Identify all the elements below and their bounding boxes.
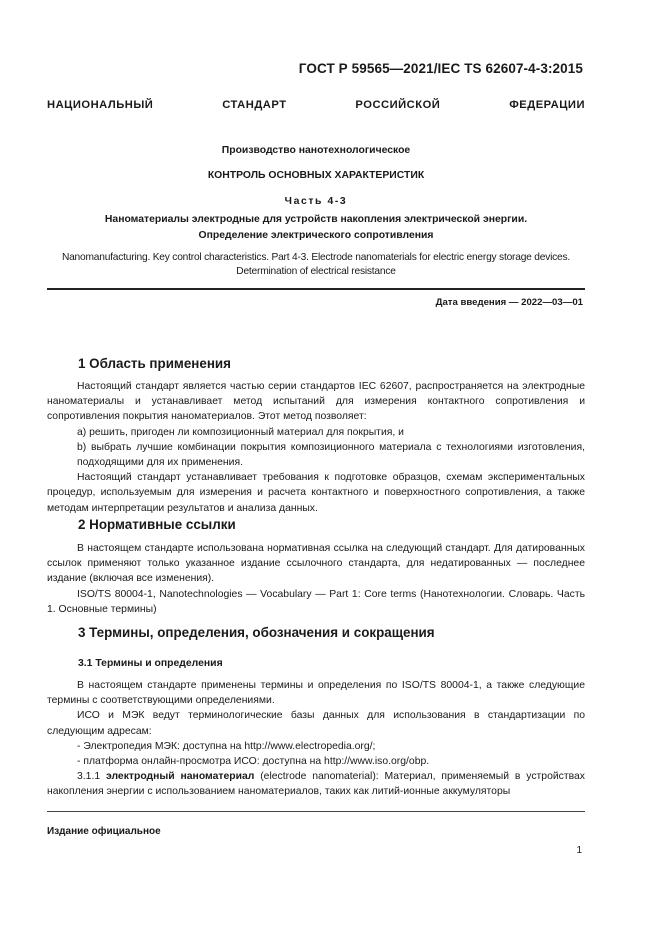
subtitle-line-2: Определение электрического сопротивления (198, 229, 434, 241)
national-standard-title: НАЦИОНАЛЬНЫЙ СТАНДАРТ РОССИЙСКОЙ ФЕДЕРАЦИИ (47, 99, 585, 111)
paragraph: В настоящем стандарте применены термины и определения по ISO/TS 80004-1, а также следующие термины с соответствующими определениями. (47, 680, 585, 707)
list-item: b) выбрать лучшие комбинации покрытия композиционного материала с технологиями изготовления, подходящими для их применения. (77, 441, 585, 469)
section-2-body (47, 541, 585, 617)
title-part: Часть 4-3 (284, 196, 348, 207)
term-number: 3.1.1 (77, 771, 101, 783)
section-1-body (47, 379, 585, 516)
paragraph: ISO/TS 80004-1, Nanotechnologies — Vocabulary — Part 1: Core terms (Нанотехнологии. Словарь. Часть 1. Основные термины) (47, 588, 585, 615)
section-2-heading: 2 Нормативные ссылки (78, 517, 236, 532)
page-number: 1 (576, 845, 582, 856)
list-item: a) решить, пригоден ли композиционный материал для покрытия, и (77, 426, 404, 438)
english-title (47, 251, 585, 279)
term-text: (electrode nanomaterial): Материал, применяемый в устройствах накопления энергии с использованием наноматериалов, таких как литий-ионные аккумуляторы (47, 771, 585, 798)
term-name: электродный наноматериал (105, 771, 255, 783)
section-3-heading: 3 Термины, определения, обозначения и сокращения (78, 625, 435, 640)
paragraph: ИСО и МЭК ведут терминологические базы данных для использования в стандартизации по следующим адресам: (47, 710, 585, 737)
title-subtitle (47, 212, 585, 243)
subtitle-line-1: Наноматериалы электродные для устройств накопления электрической энергии. (104, 214, 528, 225)
title-control: КОНТРОЛЬ ОСНОВНЫХ ХАРАКТЕРИСТИК (207, 170, 425, 181)
section-1-heading: 1 Область применения (78, 356, 231, 371)
term-definition (47, 769, 585, 799)
paragraph: В настоящем стандарте использована нормативная ссылка на следующий стандарт. Для датированных ссылок применяют только указанное издание ссылочного стандарта, для недатированных — последнее издание (включая все изменения). (47, 543, 585, 585)
footer-divider (47, 811, 585, 812)
paragraph: Настоящий стандарт является частью серии стандартов IEC 62607, распространяется на электродные наноматериалы и устанавливает метод испытаний для измерения контактного сопротивления и сопротивления покрытия наноматериалов. Этот метод позволяет: (47, 381, 585, 423)
english-title-line-1: Nanomanufacturing. Key control characteristics. Part 4-3. Electrode nanomaterials for electric energy storage devices. (61, 252, 571, 263)
paragraph: Настоящий стандарт устанавливает требования к подготовке образцов, схемам экспериментальных процедур, используемым для измерения и расчета контактного и поверхностного сопротивления, а также методам интерпретации результатов и анализа данных. (47, 472, 585, 514)
list-item: - платформа онлайн-просмотра ИСО: доступна на http://www.iso.org/obp. (77, 756, 430, 768)
document-code: ГОСТ Р 59565—2021/IEC TS 62607-4-3:2015 (298, 61, 583, 76)
english-title-line-2: Determination of electrical resistance (236, 266, 396, 277)
title-production: Производство нанотехнологическое (221, 145, 411, 156)
introduction-date: Дата введения — 2022—03—01 (435, 297, 583, 308)
list-item: - Электропедия МЭК: доступна на http://www.electropedia.org/; (77, 740, 376, 752)
official-edition-label: Издание официальное (47, 826, 161, 837)
title-divider (47, 288, 585, 290)
section-3-body (47, 678, 585, 800)
subsection-3-1-heading: 3.1 Термины и определения (78, 658, 223, 669)
